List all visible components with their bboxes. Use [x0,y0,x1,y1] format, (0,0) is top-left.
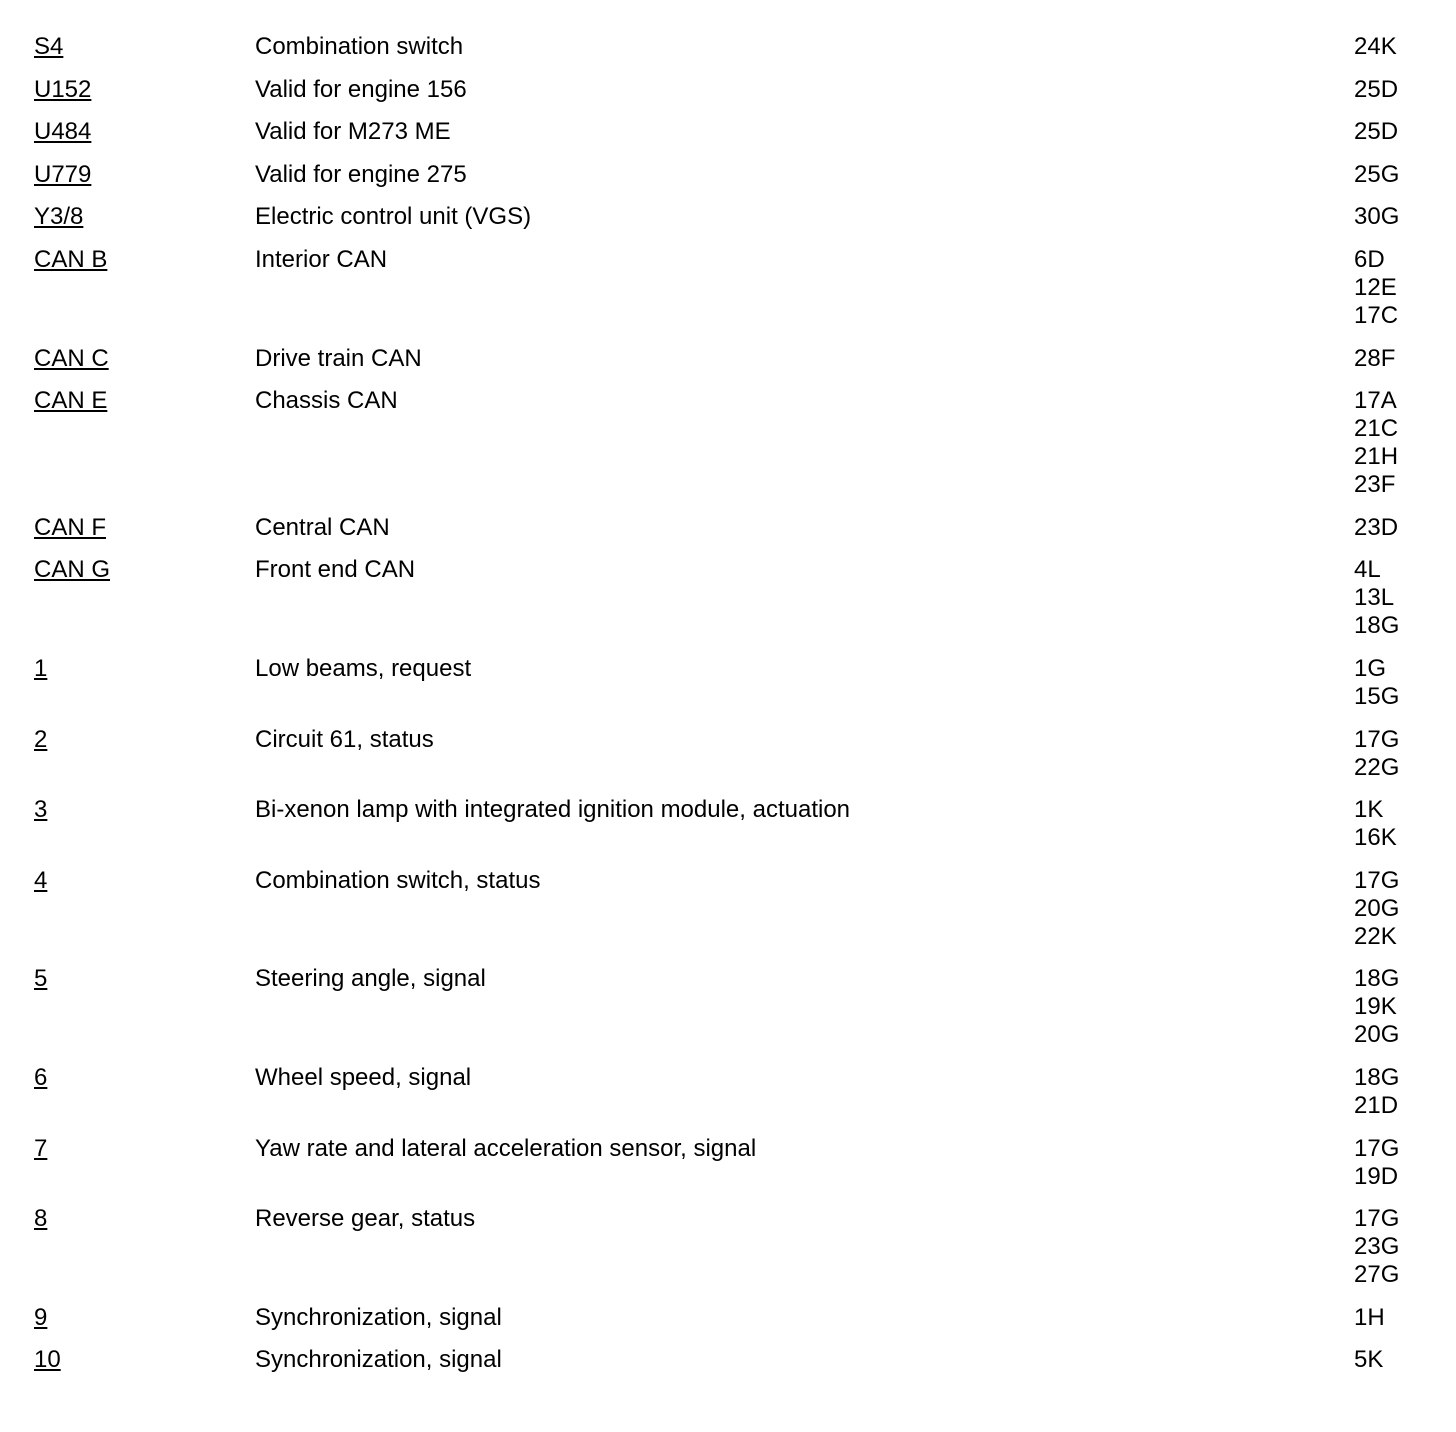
legend-grid-refs [1354,655,1434,711]
legend-grid-refs [1354,1304,1434,1332]
grid-reference: 16K [1354,824,1397,852]
grid-reference: 23D [1354,513,1399,541]
legend-description: Yaw rate and lateral acceleration sensor, signal [255,1134,757,1162]
grid-reference: 30G [1354,203,1400,231]
legend-code-link[interactable]: CAN G [34,556,111,584]
grid-reference: 4L [1354,556,1381,584]
legend-description: Interior CAN [255,245,388,273]
legend-code-link[interactable]: U779 [34,160,92,188]
grid-reference: 17G [1354,866,1400,894]
grid-reference: 28F [1354,344,1396,372]
legend-row [34,1135,1434,1191]
legend-row [34,387,1434,499]
grid-reference: 20G [1354,1021,1400,1049]
legend-code-link[interactable]: S4 [34,33,64,60]
legend-row [34,867,1434,951]
grid-reference: 21C [1354,415,1399,443]
grid-reference: 22K [1354,922,1397,950]
grid-reference: 21H [1354,443,1399,471]
legend-code-link[interactable]: 2 [34,725,48,753]
grid-reference: 17G [1354,1205,1400,1233]
legend-grid-refs [1354,1346,1434,1374]
legend-row [34,345,1434,373]
grid-reference: 21D [1354,1091,1399,1119]
legend-row [34,161,1434,189]
grid-reference: 5K [1354,1346,1384,1374]
legend-row [34,965,1434,1049]
grid-reference: 19K [1354,993,1397,1021]
grid-reference: 17C [1354,301,1399,329]
legend-code-link[interactable]: 9 [34,1303,48,1331]
grid-reference: 6D [1354,245,1385,273]
legend-description: Combination switch [255,33,464,60]
grid-reference: 1H [1354,1303,1385,1331]
legend-grid-refs [1354,1205,1434,1289]
grid-reference: 15G [1354,682,1400,710]
legend-description: Valid for engine 275 [255,160,467,188]
legend-code-link[interactable]: 3 [34,796,48,824]
legend-table [34,33,1434,1389]
legend-description: Front end CAN [255,556,416,584]
legend-row [34,1346,1434,1374]
legend-code-link[interactable]: U484 [34,118,92,146]
grid-reference: 25D [1354,75,1399,103]
grid-reference: 18G [1354,612,1400,640]
legend-code-link[interactable]: 8 [34,1205,48,1233]
legend-code-link[interactable]: CAN B [34,245,108,273]
legend-row [34,655,1434,711]
legend-grid-refs [1354,203,1434,231]
legend-description: Central CAN [255,513,390,541]
grid-reference: 12E [1354,273,1397,301]
legend-description: Reverse gear, status [255,1205,476,1233]
legend-code-link[interactable]: 10 [34,1346,61,1374]
legend-description: Wheel speed, signal [255,1063,472,1091]
grid-reference: 25D [1354,118,1399,146]
grid-reference: 19D [1354,1162,1399,1190]
grid-reference: 18G [1354,1063,1400,1091]
grid-reference: 24K [1354,33,1397,60]
grid-reference: 23F [1354,471,1396,499]
legend-grid-refs [1354,118,1434,146]
legend-grid-refs [1354,796,1434,852]
legend-grid-refs [1354,161,1434,189]
legend-grid-refs [1354,33,1434,61]
legend-grid-refs [1354,1064,1434,1120]
grid-reference: 13L [1354,584,1395,612]
legend-description: Valid for engine 156 [255,75,467,103]
legend-row [34,726,1434,782]
legend-grid-refs [1354,514,1434,542]
grid-reference: 17G [1354,1134,1400,1162]
legend-code-link[interactable]: Y3/8 [34,203,84,231]
grid-reference: 27G [1354,1261,1400,1289]
legend-description: Bi-xenon lamp with integrated ignition module, actuation [255,796,851,824]
legend-row [34,246,1434,330]
legend-grid-refs [1354,726,1434,782]
legend-grid-refs [1354,387,1434,499]
legend-grid-refs [1354,345,1434,373]
legend-grid-refs [1354,867,1434,951]
grid-reference: 20G [1354,894,1400,922]
legend-description: Electric control unit (VGS) [255,203,532,231]
legend-description: Synchronization, signal [255,1346,502,1374]
legend-row [34,1064,1434,1120]
legend-code-link[interactable]: 1 [34,654,48,682]
legend-code-link[interactable]: 7 [34,1134,48,1162]
grid-reference: 17A [1354,387,1397,415]
legend-description: Low beams, request [255,654,472,682]
grid-reference: 18G [1354,965,1400,993]
grid-reference: 22G [1354,753,1400,781]
legend-row [34,118,1434,146]
grid-reference: 1G [1354,654,1387,682]
legend-grid-refs [1354,76,1434,104]
legend-description: Steering angle, signal [255,965,486,993]
legend-row [34,1304,1434,1332]
legend-row [34,33,1434,61]
legend-grid-refs [1354,1135,1434,1191]
legend-grid-refs [1354,965,1434,1049]
legend-row [34,796,1434,852]
legend-code-link[interactable]: CAN C [34,344,109,372]
legend-row [34,203,1434,231]
legend-grid-refs [1354,556,1434,640]
legend-description: Valid for M273 ME [255,118,451,146]
legend-row [34,76,1434,104]
legend-description: Combination switch, status [255,866,541,894]
legend-description: Synchronization, signal [255,1303,502,1331]
grid-reference: 17G [1354,725,1400,753]
legend-code-link[interactable]: CAN F [34,513,106,541]
legend-code-link[interactable]: U152 [34,75,92,103]
legend-description: Circuit 61, status [255,725,434,753]
legend-code-link[interactable]: CAN E [34,387,108,415]
legend-code-link[interactable]: 6 [34,1063,48,1091]
legend-description: Chassis CAN [255,387,398,415]
legend-grid-refs [1354,246,1434,330]
legend-row [34,556,1434,640]
legend-code-link[interactable]: 5 [34,965,48,993]
legend-description: Drive train CAN [255,344,422,372]
legend-code-link[interactable]: 4 [34,866,48,894]
grid-reference: 1K [1354,796,1384,824]
grid-reference: 25G [1354,160,1400,188]
grid-reference: 23G [1354,1233,1400,1261]
legend-row [34,1205,1434,1289]
legend-row [34,514,1434,542]
